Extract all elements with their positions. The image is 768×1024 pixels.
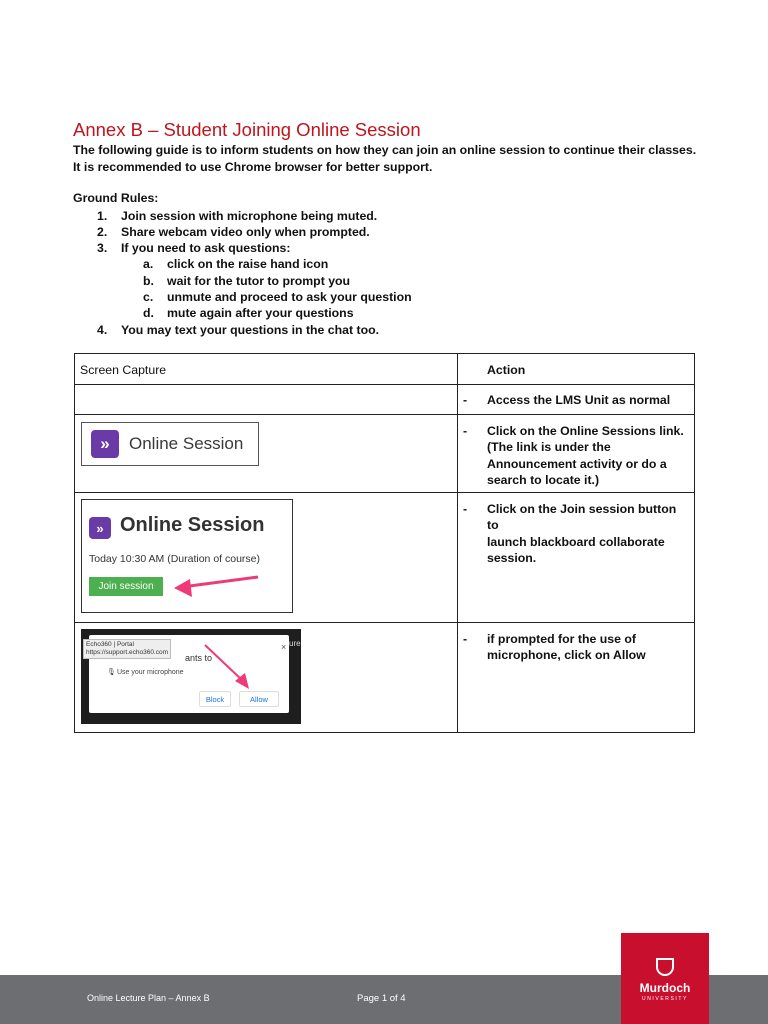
ground-rules-heading: Ground Rules:: [73, 191, 159, 205]
microphone-prompt-screenshot: ants to × 🎙 Use your microphone Block Allow Echo360 | Portal https://support.echo360.com ure: [81, 629, 301, 724]
online-session-link-screenshot: [81, 422, 259, 466]
microphone-icon: 🎙: [107, 669, 116, 676]
intro-line: The following guide is to inform students on how they can join an online session to continue their classes.: [73, 143, 697, 157]
intro-text: [73, 142, 696, 175]
table-row: - Access the LMS Unit as normal: [75, 385, 695, 415]
rule-item: 2. Share webcam video only when prompted.: [97, 225, 370, 239]
online-session-link: Online Session: [129, 434, 244, 453]
table-row: » Online Session - Click on the Online Sessions link. (The link is under the Announcement activity or do a search to locate it.): [75, 415, 695, 493]
action-text: search to locate it.): [487, 472, 600, 487]
crest-icon: [656, 958, 674, 976]
join-session-screenshot: [81, 499, 293, 613]
action-text: launch blackboard collaborate: [487, 534, 665, 549]
header-screen-capture: Screen Capture: [75, 354, 458, 385]
rule-subitem: a. click on the raise hand icon: [143, 257, 329, 271]
university-logo: Murdoch UNIVERSITY: [621, 933, 709, 1024]
permission-dialog: ants to × 🎙 Use your microphone Block Allow: [89, 635, 289, 713]
arrow-pointer-icon: [201, 637, 261, 692]
table-row: ants to × 🎙 Use your microphone Block Allow Echo360 | Portal https://support.echo360.com ure - if prompted for the use of microphone, click on Allow: [75, 623, 695, 733]
action-text: Click on the Online Sessions link.: [487, 424, 684, 438]
action-text: session.: [487, 550, 537, 565]
header-action: Action: [458, 354, 695, 385]
action-text: Access the LMS Unit as normal: [487, 393, 671, 407]
action-text: Click on the Join session button to: [487, 502, 677, 533]
footer-document-name: Online Lecture Plan – Annex B: [87, 993, 210, 1003]
rule-item: 3. If you need to ask questions:: [97, 241, 291, 255]
rule-subitem: b. wait for the tutor to prompt you: [143, 274, 351, 288]
site-tooltip: Echo360 | Portal https://support.echo360.com: [83, 639, 171, 659]
page-number: Page 1 of 4: [357, 993, 406, 1004]
intro-line: It is recommended to use Chrome browser for better support.: [73, 159, 433, 174]
rule-subitem: d. mute again after your questions: [143, 306, 354, 320]
close-icon: ×: [281, 642, 287, 652]
block-button: Block: [199, 691, 231, 707]
action-text: (The link is under the: [487, 440, 611, 455]
rule-item: 1. Join session with microphone being muted.: [97, 209, 378, 223]
join-session-button: Join session: [89, 577, 163, 596]
table-row: » Online Session Today 10:30 AM (Duration of course) Join session - Click on the Join session button to launch blackboard collaborate session.: [75, 493, 695, 623]
instruction-table: [74, 353, 695, 733]
session-title: Online Session: [120, 514, 265, 536]
rule-subitem: c. unmute and proceed to ask your question: [143, 290, 412, 304]
arrow-pointer-icon: [172, 571, 262, 601]
session-logo-icon: »: [91, 430, 119, 458]
session-time: Today 10:30 AM (Duration of course): [89, 553, 261, 565]
action-text: microphone, click on Allow: [487, 648, 646, 663]
allow-button: Allow: [239, 691, 279, 707]
rule-item: 4. You may text your questions in the chat too.: [97, 323, 380, 337]
page-title: Annex B – Student Joining Online Session: [73, 119, 421, 140]
action-text: Announcement activity or do a: [487, 456, 667, 471]
action-text: if prompted for the use of: [487, 632, 636, 646]
table-header-row: [75, 354, 695, 385]
session-logo-icon: »: [89, 517, 111, 539]
